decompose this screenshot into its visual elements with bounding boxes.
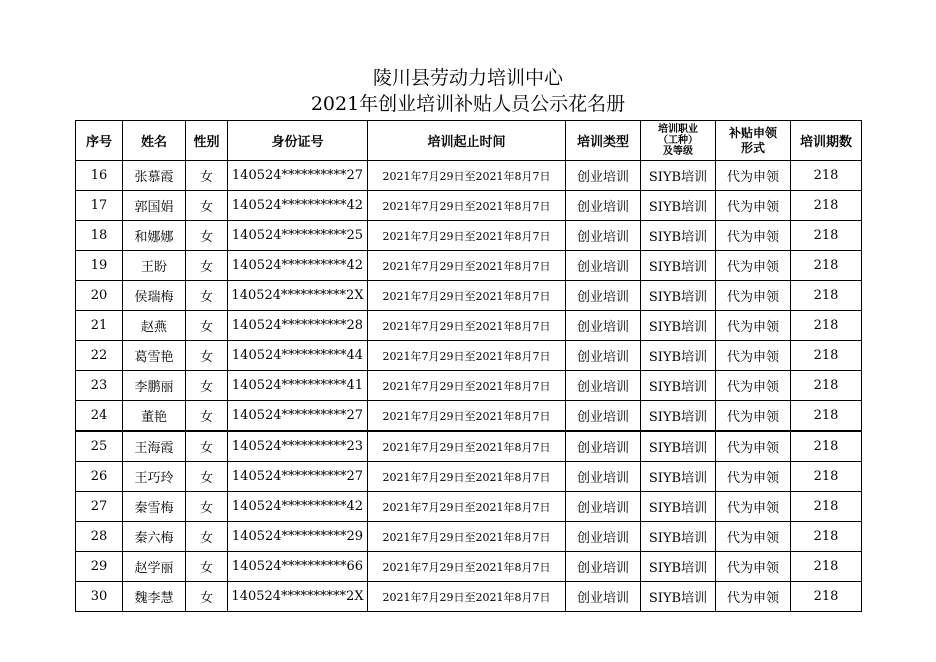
cell-seq: 23 [76,371,123,401]
cell-training-type: 创业培训 [566,492,641,522]
cell-training-occupation: SIYB培训 [641,462,716,492]
cell-id-number: 140524**********42 [228,492,368,522]
cell-seq: 27 [76,492,123,522]
roster-body [76,161,862,612]
cell-id-number: 140524**********29 [228,522,368,552]
cell-name: 王海霞 [123,431,186,462]
cell-name: 侯瑞梅 [123,281,186,311]
header-training-occupation [641,121,716,161]
cell-gender: 女 [186,492,228,522]
header-id-number: 身份证号 [228,121,368,161]
cell-id-number: 140524**********27 [228,401,368,432]
cell-training-period: 218 [791,431,862,462]
cell-id-number: 140524**********25 [228,221,368,251]
table-header-row [76,121,862,161]
cell-id-number: 140524**********41 [228,371,368,401]
cell-training-type: 创业培训 [566,522,641,552]
cell-subsidy-form: 代为申领 [716,371,791,401]
cell-training-period: 218 [791,251,862,281]
table-row [76,221,862,251]
document-subtitle: 2021年创业培训补贴人员公示花名册 [310,93,626,115]
header-occupation-line3: 及等级 [663,146,693,157]
cell-name: 秦雪梅 [123,492,186,522]
cell-training-type: 创业培训 [566,161,641,191]
table-row [76,522,862,552]
table-row [76,311,862,341]
cell-training-dates: 2021年7月29日至2021年8月7日 [368,522,566,552]
table-row [76,161,862,191]
header-occupation-line1: 培训职业 [658,124,698,135]
cell-training-dates: 2021年7月29日至2021年8月7日 [368,552,566,582]
cell-gender: 女 [186,431,228,462]
header-training-type: 培训类型 [566,121,641,161]
cell-training-period: 218 [791,191,862,221]
cell-seq: 30 [76,582,123,612]
header-occupation-line2: （工种） [658,135,698,146]
cell-seq: 24 [76,401,123,432]
cell-seq: 29 [76,552,123,582]
table-row [76,191,862,221]
roster-table [75,120,862,612]
cell-name: 魏李慧 [123,582,186,612]
cell-training-period: 218 [791,401,862,432]
cell-subsidy-form: 代为申领 [716,161,791,191]
cell-training-dates: 2021年7月29日至2021年8月7日 [368,161,566,191]
cell-subsidy-form: 代为申领 [716,492,791,522]
cell-subsidy-form: 代为申领 [716,311,791,341]
cell-training-dates: 2021年7月29日至2021年8月7日 [368,431,566,462]
cell-subsidy-form: 代为申领 [716,522,791,552]
cell-name: 王盼 [123,251,186,281]
cell-subsidy-form: 代为申领 [716,251,791,281]
table-row [76,492,862,522]
cell-training-dates: 2021年7月29日至2021年8月7日 [368,492,566,522]
cell-gender: 女 [186,522,228,552]
document-title: 陵川县劳动力培训中心 [372,67,563,89]
cell-name: 张慕霞 [123,161,186,191]
table-row [76,341,862,371]
header-seq: 序号 [76,121,123,161]
cell-seq: 16 [76,161,123,191]
cell-subsidy-form: 代为申领 [716,401,791,432]
table-row [76,401,862,432]
header-training-period: 培训期数 [791,121,862,161]
cell-training-type: 创业培训 [566,371,641,401]
cell-training-dates: 2021年7月29日至2021年8月7日 [368,582,566,612]
cell-name: 赵燕 [123,311,186,341]
cell-training-dates: 2021年7月29日至2021年8月7日 [368,311,566,341]
cell-subsidy-form: 代为申领 [716,552,791,582]
cell-training-dates: 2021年7月29日至2021年8月7日 [368,401,566,432]
cell-name: 和娜娜 [123,221,186,251]
header-name: 姓名 [123,121,186,161]
cell-id-number: 140524**********23 [228,431,368,462]
cell-training-occupation: SIYB培训 [641,221,716,251]
cell-training-type: 创业培训 [566,191,641,221]
header-subsidy-line1: 补贴申领 [728,125,777,140]
cell-training-period: 218 [791,492,862,522]
cell-training-type: 创业培训 [566,552,641,582]
cell-training-type: 创业培训 [566,582,641,612]
cell-name: 郭国娟 [123,191,186,221]
cell-training-occupation: SIYB培训 [641,401,716,432]
cell-training-dates: 2021年7月29日至2021年8月7日 [368,221,566,251]
cell-gender: 女 [186,161,228,191]
cell-name: 葛雪艳 [123,341,186,371]
cell-id-number: 140524**********2X [228,281,368,311]
cell-id-number: 140524**********28 [228,311,368,341]
cell-training-occupation: SIYB培训 [641,582,716,612]
table-row [76,582,862,612]
cell-training-dates: 2021年7月29日至2021年8月7日 [368,191,566,221]
cell-id-number: 140524**********2X [228,582,368,612]
cell-training-period: 218 [791,371,862,401]
cell-training-occupation: SIYB培训 [641,161,716,191]
table-row [76,462,862,492]
cell-gender: 女 [186,191,228,221]
header-gender: 性别 [186,121,228,161]
cell-gender: 女 [186,221,228,251]
cell-gender: 女 [186,341,228,371]
cell-name: 董艳 [123,401,186,432]
cell-training-period: 218 [791,311,862,341]
cell-gender: 女 [186,552,228,582]
cell-gender: 女 [186,251,228,281]
cell-gender: 女 [186,582,228,612]
cell-training-occupation: SIYB培训 [641,522,716,552]
cell-training-period: 218 [791,522,862,552]
cell-gender: 女 [186,401,228,432]
cell-training-type: 创业培训 [566,431,641,462]
cell-seq: 21 [76,311,123,341]
cell-training-occupation: SIYB培训 [641,251,716,281]
cell-seq: 17 [76,191,123,221]
cell-name: 李鹏丽 [123,371,186,401]
cell-name: 秦六梅 [123,522,186,552]
cell-subsidy-form: 代为申领 [716,462,791,492]
cell-id-number: 140524**********66 [228,552,368,582]
table-row [76,371,862,401]
cell-name: 王巧玲 [123,462,186,492]
cell-subsidy-form: 代为申领 [716,221,791,251]
cell-seq: 25 [76,431,123,462]
cell-training-period: 218 [791,341,862,371]
cell-id-number: 140524**********27 [228,161,368,191]
cell-training-occupation: SIYB培训 [641,341,716,371]
cell-training-period: 218 [791,462,862,492]
cell-training-period: 218 [791,552,862,582]
cell-training-occupation: SIYB培训 [641,552,716,582]
cell-subsidy-form: 代为申领 [716,281,791,311]
table-row [76,251,862,281]
cell-seq: 26 [76,462,123,492]
cell-training-type: 创业培训 [566,311,641,341]
cell-gender: 女 [186,371,228,401]
cell-seq: 20 [76,281,123,311]
header-subsidy-line2: 形式 [740,140,765,155]
cell-training-dates: 2021年7月29日至2021年8月7日 [368,462,566,492]
cell-id-number: 140524**********44 [228,341,368,371]
cell-training-period: 218 [791,281,862,311]
cell-training-type: 创业培训 [566,251,641,281]
cell-training-dates: 2021年7月29日至2021年8月7日 [368,341,566,371]
cell-subsidy-form: 代为申领 [716,431,791,462]
cell-training-occupation: SIYB培训 [641,191,716,221]
cell-training-period: 218 [791,582,862,612]
cell-training-occupation: SIYB培训 [641,371,716,401]
cell-training-occupation: SIYB培训 [641,281,716,311]
table-row [76,281,862,311]
cell-name: 赵学丽 [123,552,186,582]
cell-training-type: 创业培训 [566,281,641,311]
cell-id-number: 140524**********42 [228,191,368,221]
cell-training-type: 创业培训 [566,341,641,371]
cell-subsidy-form: 代为申领 [716,341,791,371]
table-row [76,552,862,582]
cell-training-period: 218 [791,161,862,191]
cell-gender: 女 [186,311,228,341]
cell-training-type: 创业培训 [566,221,641,251]
cell-id-number: 140524**********42 [228,251,368,281]
cell-training-occupation: SIYB培训 [641,431,716,462]
cell-training-dates: 2021年7月29日至2021年8月7日 [368,371,566,401]
cell-training-type: 创业培训 [566,401,641,432]
cell-id-number: 140524**********27 [228,462,368,492]
cell-gender: 女 [186,462,228,492]
cell-training-occupation: SIYB培训 [641,492,716,522]
cell-seq: 22 [76,341,123,371]
cell-seq: 19 [76,251,123,281]
header-training-dates: 培训起止时间 [368,121,566,161]
table-row [76,431,862,462]
cell-subsidy-form: 代为申领 [716,582,791,612]
cell-seq: 18 [76,221,123,251]
cell-training-occupation: SIYB培训 [641,311,716,341]
cell-gender: 女 [186,281,228,311]
cell-seq: 28 [76,522,123,552]
header-subsidy-form [716,121,791,161]
cell-subsidy-form: 代为申领 [716,191,791,221]
cell-training-dates: 2021年7月29日至2021年8月7日 [368,281,566,311]
cell-training-dates: 2021年7月29日至2021年8月7日 [368,251,566,281]
cell-training-type: 创业培训 [566,462,641,492]
cell-training-period: 218 [791,221,862,251]
